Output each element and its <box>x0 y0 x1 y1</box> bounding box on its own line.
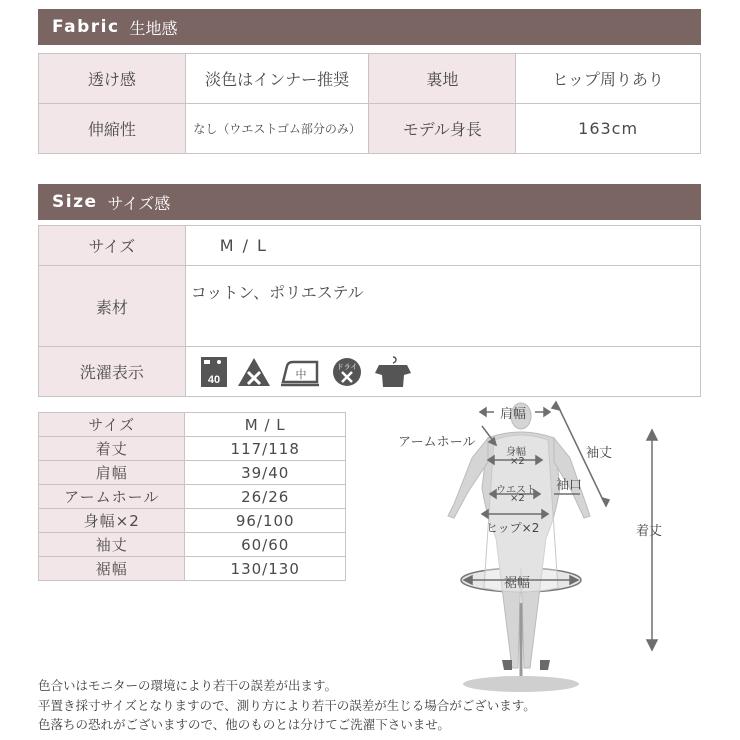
material-label: 素材 <box>39 266 186 347</box>
measurement-diagram <box>390 398 710 698</box>
table-row <box>39 54 701 104</box>
measure-label: 着丈 <box>39 437 185 461</box>
size-table <box>38 225 701 397</box>
model-height-value: 163cm <box>516 104 701 154</box>
notes <box>38 676 536 735</box>
note-line: 平置き採寸サイズとなりますので、測り方により若干の誤差が生じる場合がございます。 <box>38 697 536 713</box>
measure-label: 袖丈 <box>39 533 185 557</box>
no-bleach-icon <box>236 356 272 388</box>
hip-label: ヒップ×2 <box>486 521 540 535</box>
no-dry-clean-icon <box>328 356 366 388</box>
washing-machine-40-icon <box>200 356 228 388</box>
svg-text:40: 40 <box>207 373 220 386</box>
body-width-label: 身幅 <box>506 447 526 458</box>
cuff-label: 袖口 <box>556 478 583 493</box>
care-icons-cell <box>185 347 700 397</box>
table-row <box>39 485 346 509</box>
measure-label: 裾幅 <box>39 557 185 581</box>
measure-value: 130/130 <box>185 557 346 581</box>
size-header <box>38 184 701 220</box>
size-header-en: Size <box>52 192 98 212</box>
stretch-label: 伸縮性 <box>39 104 186 154</box>
hem-label: 裾幅 <box>504 576 531 591</box>
material-value: コットン、ポリエステル <box>185 266 700 347</box>
svg-text:中: 中 <box>295 367 307 381</box>
shoulder-label: 肩幅 <box>500 407 527 422</box>
body-width-multiplier: ×2 <box>510 456 525 467</box>
note-line: 色落ちの恐れがございますので、他のものとは分けてご洗濯下さいませ。 <box>38 717 450 732</box>
svg-text:ドライ: ドライ <box>336 362 358 371</box>
measure-value: 96/100 <box>185 509 346 533</box>
measure-value: 39/40 <box>185 461 346 485</box>
sleeve-label: 袖丈 <box>586 446 613 461</box>
table-row <box>39 226 701 266</box>
model-height-label: モデル身長 <box>369 104 516 154</box>
transparency-value: 淡色はインナー推奨 <box>185 54 369 104</box>
fabric-table <box>38 53 701 154</box>
note-line: 色合いはモニターの環境により若干の誤差が出ます。 <box>38 678 338 693</box>
measure-header-label: サイズ <box>39 413 185 437</box>
size-header-jp: サイズ感 <box>107 193 171 213</box>
armhole-label: アームホール <box>398 435 476 450</box>
size-value: M / L <box>185 226 700 266</box>
transparency-label: 透け感 <box>39 54 186 104</box>
table-row <box>39 437 346 461</box>
lining-label: 裏地 <box>369 54 516 104</box>
measure-value: 60/60 <box>185 533 346 557</box>
measure-label: 肩幅 <box>39 461 185 485</box>
table-row <box>39 413 346 437</box>
care-icons <box>186 355 700 389</box>
hang-dry-icon <box>374 355 412 389</box>
stretch-value: なし（ウエストゴム部分のみ） <box>185 104 369 154</box>
measurement-table <box>38 412 346 581</box>
iron-low-icon <box>280 356 320 388</box>
table-row <box>39 104 701 154</box>
measure-value: 26/26 <box>185 485 346 509</box>
table-row <box>39 461 346 485</box>
fabric-header <box>38 9 701 45</box>
table-row <box>39 557 346 581</box>
size-label: サイズ <box>39 226 186 266</box>
table-row <box>39 509 346 533</box>
fabric-header-en: Fabric <box>52 17 120 37</box>
table-row <box>39 266 701 347</box>
table-row <box>39 347 701 397</box>
length-label: 着丈 <box>636 524 663 539</box>
measure-value: 117/118 <box>185 437 346 461</box>
lining-value: ヒップ周りあり <box>516 54 701 104</box>
waist-multiplier: ×2 <box>510 493 525 504</box>
measure-label: アームホール <box>39 485 185 509</box>
measure-label: 身幅×2 <box>39 509 185 533</box>
fabric-header-jp: 生地感 <box>129 18 178 38</box>
waist-label: ウエスト <box>496 485 536 496</box>
measure-header-value: M / L <box>185 413 346 437</box>
table-row <box>39 533 346 557</box>
care-label: 洗濯表示 <box>39 347 186 397</box>
